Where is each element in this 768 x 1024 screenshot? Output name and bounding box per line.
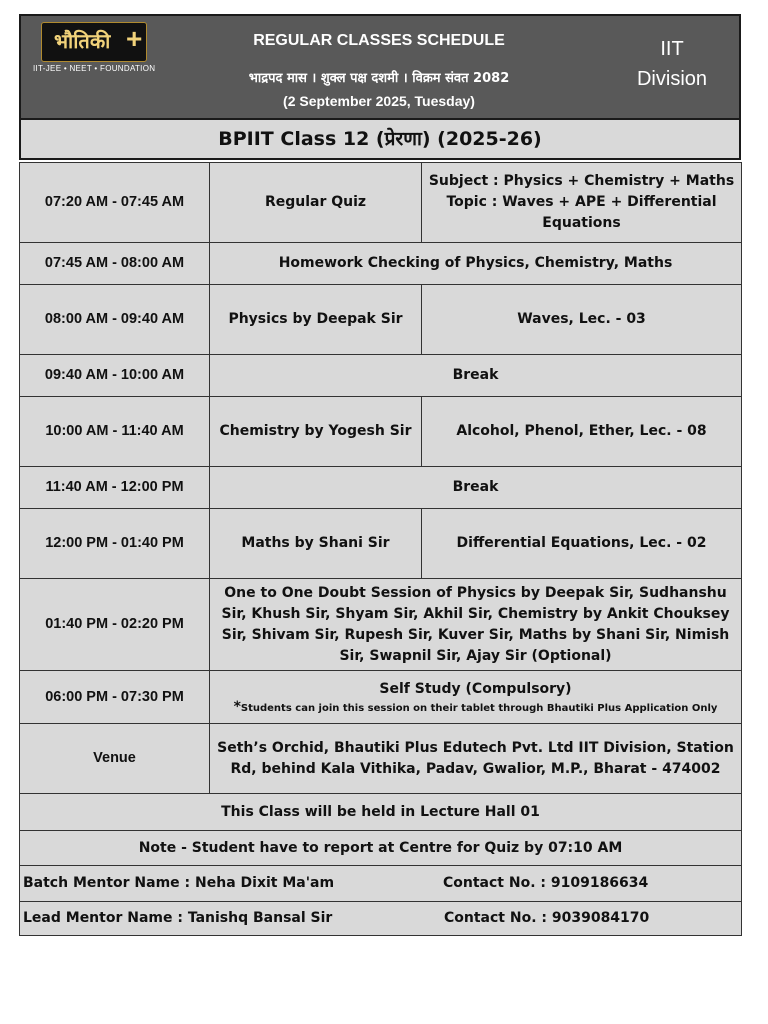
batch-mentor-name: Batch Mentor Name : Neha Dixit Ma'am (23, 875, 335, 891)
schedule-sheet (19, 14, 741, 936)
detail-cell: Waves, Lec. - 03 (422, 285, 742, 355)
time-slot: 08:00 AM - 09:40 AM (20, 285, 210, 355)
activity-cell: Physics by Deepak Sir (210, 285, 422, 355)
hindi-calendar-date: भाद्रपद मास । शुक्ल पक्ष दशमी । विक्रम संवत 2082 (248, 71, 510, 86)
time-slot: 06:00 PM - 07:30 PM (20, 671, 210, 724)
logo-wordmark: भौतिकी (54, 29, 111, 53)
time-slot: 10:00 AM - 11:40 AM (20, 397, 210, 467)
schedule-table (19, 162, 742, 936)
table-row (20, 671, 742, 724)
self-study-note (216, 700, 735, 716)
time-slot: 07:45 AM - 08:00 AM (20, 243, 210, 285)
break-cell: Break (210, 355, 742, 397)
division-label (627, 34, 717, 94)
mentor-row (20, 866, 742, 902)
time-slot: 01:40 PM - 02:20 PM (20, 579, 210, 671)
mentor-row (20, 902, 742, 936)
table-row (20, 724, 742, 794)
detail-cell: Subject : Physics + Chemistry + Maths Topic : Waves + APE + Differential Equations (422, 163, 742, 243)
table-row (20, 397, 742, 467)
activity-span-cell: Homework Checking of Physics, Chemistry, Maths (210, 243, 742, 285)
lecture-hall-line: This Class will be held in Lecture Hall 01 (20, 794, 742, 831)
table-row (20, 579, 742, 671)
lead-mentor-name: Lead Mentor Name : Tanishq Bansal Sir (23, 910, 333, 926)
brand-logo (33, 20, 157, 74)
time-slot: 09:40 AM - 10:00 AM (20, 355, 210, 397)
detail-cell: Alcohol, Phenol, Ether, Lec. - 08 (422, 397, 742, 467)
activity-cell: Regular Quiz (210, 163, 422, 243)
self-study-label: Self Study (Compulsory) (379, 680, 572, 697)
doubt-session-cell: One to One Doubt Session of Physics by Deepak Sir, Sudhanshu Sir, Khush Sir, Shyam Sir, Akhil Sir, Chemistry by Ankit Chouksey Sir, Shivam Sir, Rupesh Sir, Kuver Sir, Maths by Shani Sir, Nimish Sir, Swapnil Sir, Ajay Sir (Optional) (210, 579, 742, 671)
table-row (20, 509, 742, 579)
report-note-line: Note - Student have to report at Centre for Quiz by 07:10 AM (20, 831, 742, 866)
table-row (20, 285, 742, 355)
time-slot: 12:00 PM - 01:40 PM (20, 509, 210, 579)
logo-tagline: IIT-JEE • NEET • FOUNDATION (33, 64, 156, 73)
table-row (20, 163, 742, 243)
venue-address: Seth’s Orchid, Bhautiki Plus Edutech Pvt. Ltd IIT Division, Station Rd, behind Kala Vithika, Padav, Gwalior, M.P., Bharat - 474002 (210, 724, 742, 794)
table-row (20, 467, 742, 509)
detail-cell: Differential Equations, Lec. - 02 (422, 509, 742, 579)
table-row (20, 794, 742, 831)
break-cell: Break (210, 467, 742, 509)
logo-plus-icon: + (126, 23, 143, 54)
note-asterisk: * (233, 698, 241, 715)
note-text: Students can join this session on their tablet through Bhautiki Plus Application Only (240, 702, 718, 714)
time-slot: 11:40 AM - 12:00 PM (20, 467, 210, 509)
class-title: BPIIT Class 12 (प्रेरणा) (2025-26) (19, 120, 741, 160)
activity-cell: Maths by Shani Sir (210, 509, 422, 579)
schedule-date: (2 September 2025, Tuesday) (283, 93, 475, 109)
activity-cell: Chemistry by Yogesh Sir (210, 397, 422, 467)
table-row (20, 831, 742, 866)
table-row (20, 866, 742, 902)
header-banner (19, 14, 741, 120)
division-line-2: Division (636, 68, 708, 90)
time-slot: 07:20 AM - 07:45 AM (20, 163, 210, 243)
logo-badge (41, 22, 147, 62)
self-study-cell (210, 671, 742, 724)
lead-mentor-contact: Contact No. : 9039084170 (444, 910, 650, 926)
division-line-1: IIT (660, 38, 684, 60)
batch-mentor-contact: Contact No. : 9109186634 (443, 875, 649, 891)
table-row (20, 243, 742, 285)
venue-label: Venue (20, 724, 210, 794)
schedule-title: REGULAR CLASSES SCHEDULE (253, 32, 505, 49)
table-row (20, 902, 742, 936)
table-row (20, 355, 742, 397)
